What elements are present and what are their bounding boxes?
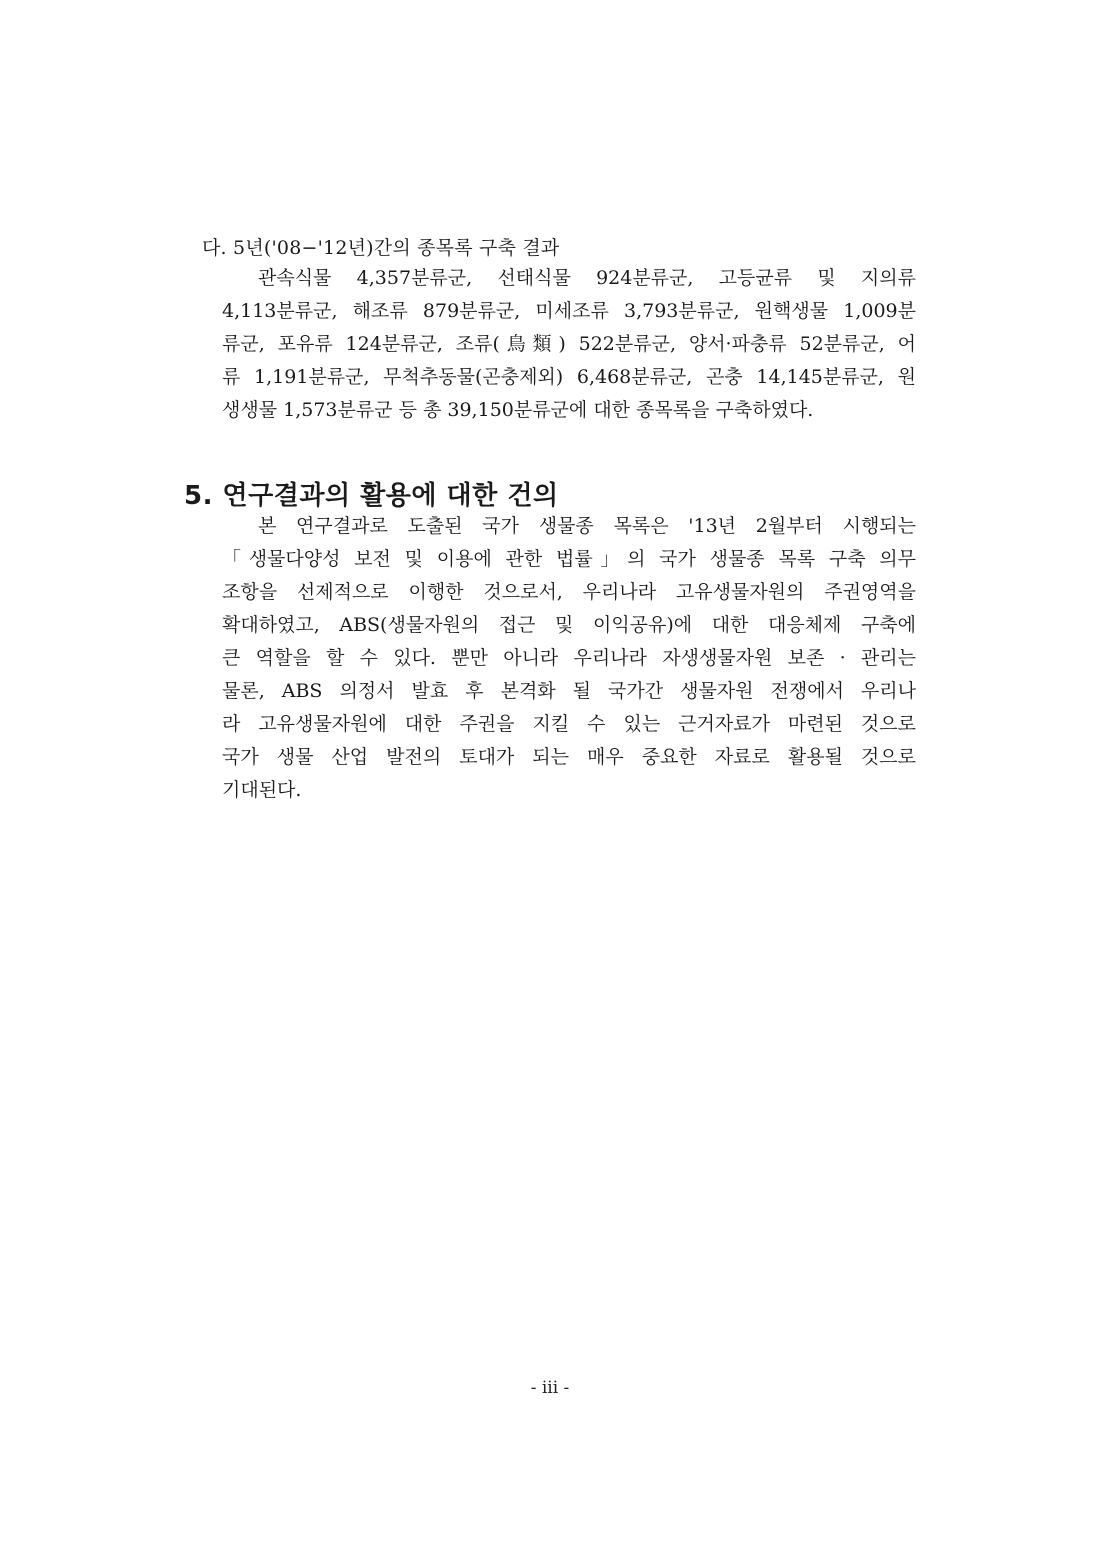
- paragraph-line: 류군, 포유류 124분류군, 조류(鳥類) 522분류군, 양서·파충류 52분류군, 어: [222, 333, 916, 355]
- section-paragraph: [222, 510, 916, 807]
- section-heading: 5. 연구결과의 활용에 대한 건의: [184, 481, 559, 511]
- paragraph-line: 류 1,191분류군, 무척추동물(곤충제외) 6,468분류군, 곤충 14,145분류군, 원: [222, 366, 916, 388]
- subsection-heading: 다. 5년('08−'12년)간의 종목록 구축 결과: [202, 237, 560, 259]
- paragraph-line: 4,113분류군, 해조류 879분류군, 미세조류 3,793분류군, 원핵생물 1,009분: [222, 300, 916, 322]
- paragraph-line: 관속식물 4,357분류군, 선태식물 924분류군, 고등균류 및 지의류: [258, 267, 916, 289]
- paragraph-line: 라 고유생물자원에 대한 주권을 지킬 수 있는 근거자료가 마련된 것으로: [222, 713, 916, 735]
- paragraph-line: 국가 생물 산업 발전의 토대가 되는 매우 중요한 자료로 활용될 것으로: [222, 746, 916, 768]
- page-number: - iii -: [530, 1378, 570, 1398]
- paragraph-line: 큰 역할을 할 수 있다. 뿐만 아니라 우리나라 자생생물자원 보존 · 관리는: [222, 647, 916, 669]
- paragraph-line: 생생물 1,573분류군 등 총 39,150분류군에 대한 종목록을 구축하였다.: [222, 399, 814, 421]
- paragraph-line: 조항을 선제적으로 이행한 것으로서, 우리나라 고유생물자원의 주권영역을: [222, 581, 916, 603]
- paragraph-line: 확대하였고, ABS(생물자원의 접근 및 이익공유)에 대한 대응체제 구축에: [222, 614, 916, 636]
- paragraph-line: 물론, ABS 의정서 발효 후 본격화 될 국가간 생물자원 전쟁에서 우리나: [222, 680, 916, 702]
- subsection-paragraph: [222, 262, 916, 427]
- paragraph-line: 기대된다.: [222, 779, 302, 801]
- paragraph-line: 「생물다양성 보전 및 이용에 관한 법률」의 국가 생물종 목록 구축 의무: [222, 548, 916, 570]
- paragraph-line: 본 연구결과로 도출된 국가 생물종 목록은 '13년 2월부터 시행되는: [258, 515, 916, 537]
